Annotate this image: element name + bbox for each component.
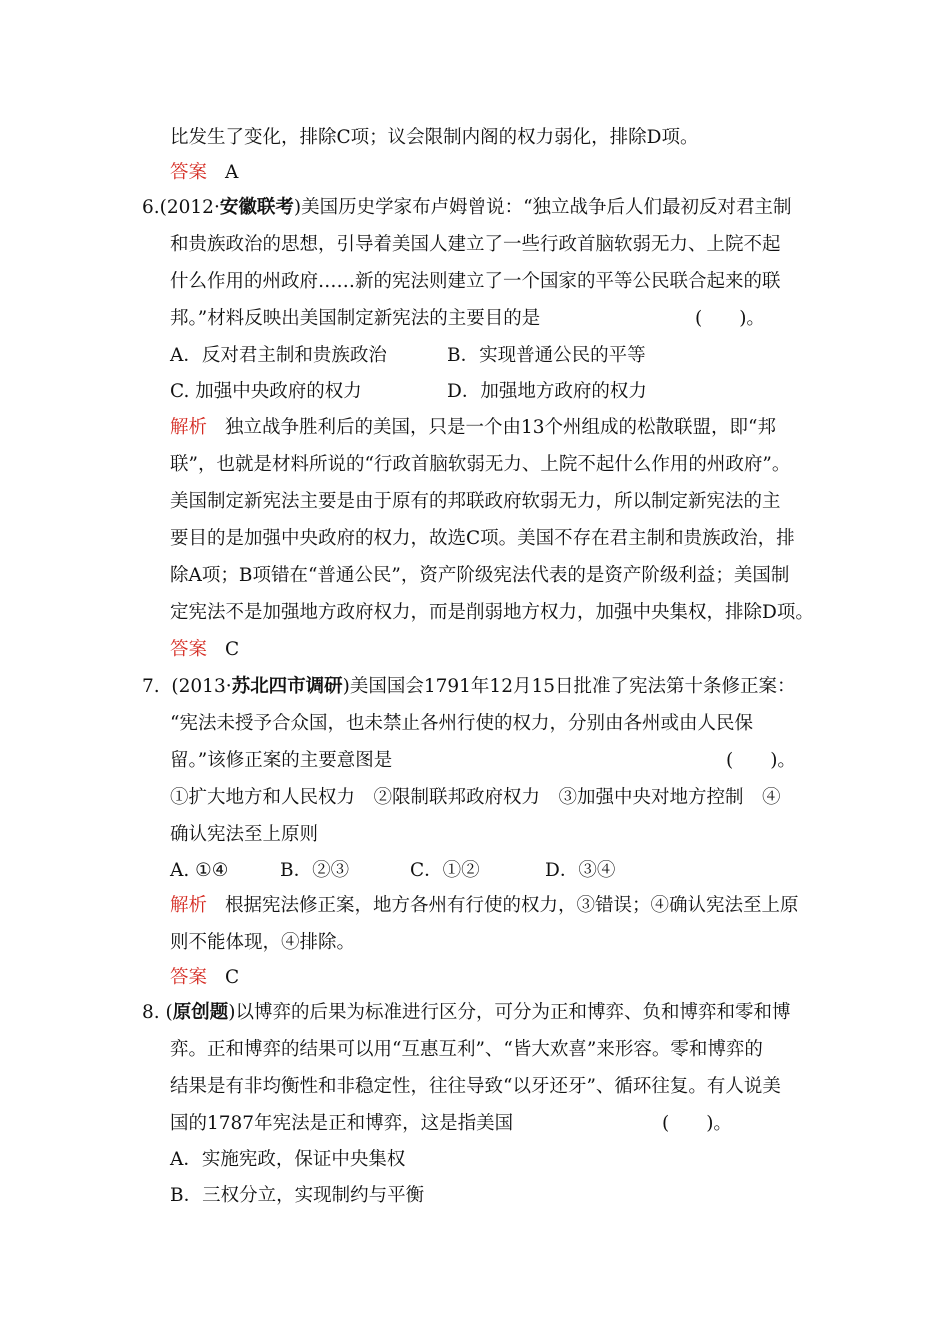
q7-option-d: D．③④ [545,860,616,881]
q6-answer-blank: ( )。 [695,308,765,329]
answer-label: 答案 [170,639,208,660]
answer-label: 答案 [170,162,208,183]
q7-stem-line-1: 7. (2013·苏北四市调研)美国国会1791年12月15日批准了宪法第十条修正案： [142,676,796,697]
q6-answer [170,637,239,663]
q8-answer-blank: ( )。 [662,1113,732,1134]
q7-analysis-line-2: 则不能体现，④排除。 [170,932,356,953]
q8-stem-line-4: 国的1787年宪法是正和博弈，这是指美国 [170,1113,514,1134]
q6-analysis-line-2: 联”，也就是材料所说的“行政首脑软弱无力、上院不起什么作用的州政府”。 [170,454,791,475]
q7-option-c: C．①② [410,860,480,881]
q8-stem-line-3: 结果是有非均衡性和非稳定性，往往导致“以牙还牙”、循环往复。有人说美 [170,1076,781,1097]
q6-option-c: C. 加强中央政府的权力 [170,381,362,402]
q7-number: 7. [142,676,160,697]
q6-analysis-line-4: 要目的是加强中央政府的权力，故选C项。美国不存在君主制和贵族政治，排 [170,528,795,549]
q6-option-b: B．实现普通公民的平等 [447,345,646,366]
q6-analysis-line-6: 定宪法不是加强地方政府权力，而是削弱地方权力，加强中央集权，排除D项。 [170,602,814,623]
answer-label: 答案 [170,967,208,988]
answer-value: C [225,967,240,988]
q6-stem-line-3: 什么作用的州政府……新的宪法则建立了一个国家的平等公民联合起来的联 [170,271,781,292]
answer-value: C [225,639,240,660]
q8-stem-line-2: 弈。正和博弈的结果可以用“互惠互利”、“皆大欢喜”来形容。零和博弈的 [170,1039,763,1060]
q7-items-line-2: 确认宪法至上原则 [170,824,319,845]
q8-number: 8. [142,1002,160,1023]
analysis-label: 解析 [170,895,208,916]
q8-option-b: B．三权分立，实现制约与平衡 [170,1185,425,1206]
q6-analysis-line-3: 美国制定新宪法主要是由于原有的邦联政府软弱无力，所以制定新宪法的主 [170,491,781,512]
q6-number: 6. [142,197,160,218]
prev-answer [170,160,238,186]
q6-analysis-line-5: 除A项；B项错在“普通公民”，资产阶级宪法代表的是资产阶级利益；美国制 [170,565,790,586]
q8-option-a: A．实施宪政，保证中央集权 [170,1149,406,1170]
q6-source: (2012·安徽联考) [159,197,302,218]
q7-stem-line-2: “宪法未授予合众国，也未禁止各州行使的权力，分别由各州或由人民保 [170,713,753,734]
q7-option-b: B．②③ [280,860,350,881]
answer-value: A [225,162,239,183]
q7-answer-blank: ( )。 [726,750,796,771]
q8-source: (原创题) [165,1002,236,1023]
q7-stem-line-3: 留。”该修正案的主要意图是 [170,750,393,771]
prev-analysis-tail: 比发生了变化，排除C项；议会限制内阁的权力弱化，排除D项。 [170,127,699,148]
q8-stem-line-1: 8. (原创题)以博弈的后果为标准进行区分，可分为正和博弈、负和博弈和零和博 [142,1002,791,1023]
q6-option-a: A．反对君主制和贵族政治 [170,345,387,366]
q6-analysis-line-1: 解析 独立战争胜利后的美国，只是一个由13个州组成的松散联盟，即“邦 [170,417,777,438]
q7-items-line-1: ①扩大地方和人民权力 ②限制联邦政府权力 ③加强中央对地方控制 ④ [170,787,781,808]
q7-answer [170,965,239,991]
q6-stem-line-1: 6.(2012·安徽联考)美国历史学家布卢姆曾说：“独立战争后人们最初反对君主制 [142,197,792,218]
q6-stem-line-2: 和贵族政治的思想，引导着美国人建立了一些行政首脑软弱无力、上院不起 [170,234,781,255]
q7-option-a: A. ①④ [170,860,229,881]
q6-stem-line-4: 邦。”材料反映出美国制定新宪法的主要目的是 [170,308,541,329]
q7-analysis-line-1: 解析 根据宪法修正案，地方各州有行使的权力，③错误；④确认宪法至上原 [170,895,799,916]
q6-option-d: D．加强地方政府的权力 [447,381,647,402]
q7-source: (2013·苏北四市调研) [171,676,350,697]
analysis-label: 解析 [170,417,208,438]
